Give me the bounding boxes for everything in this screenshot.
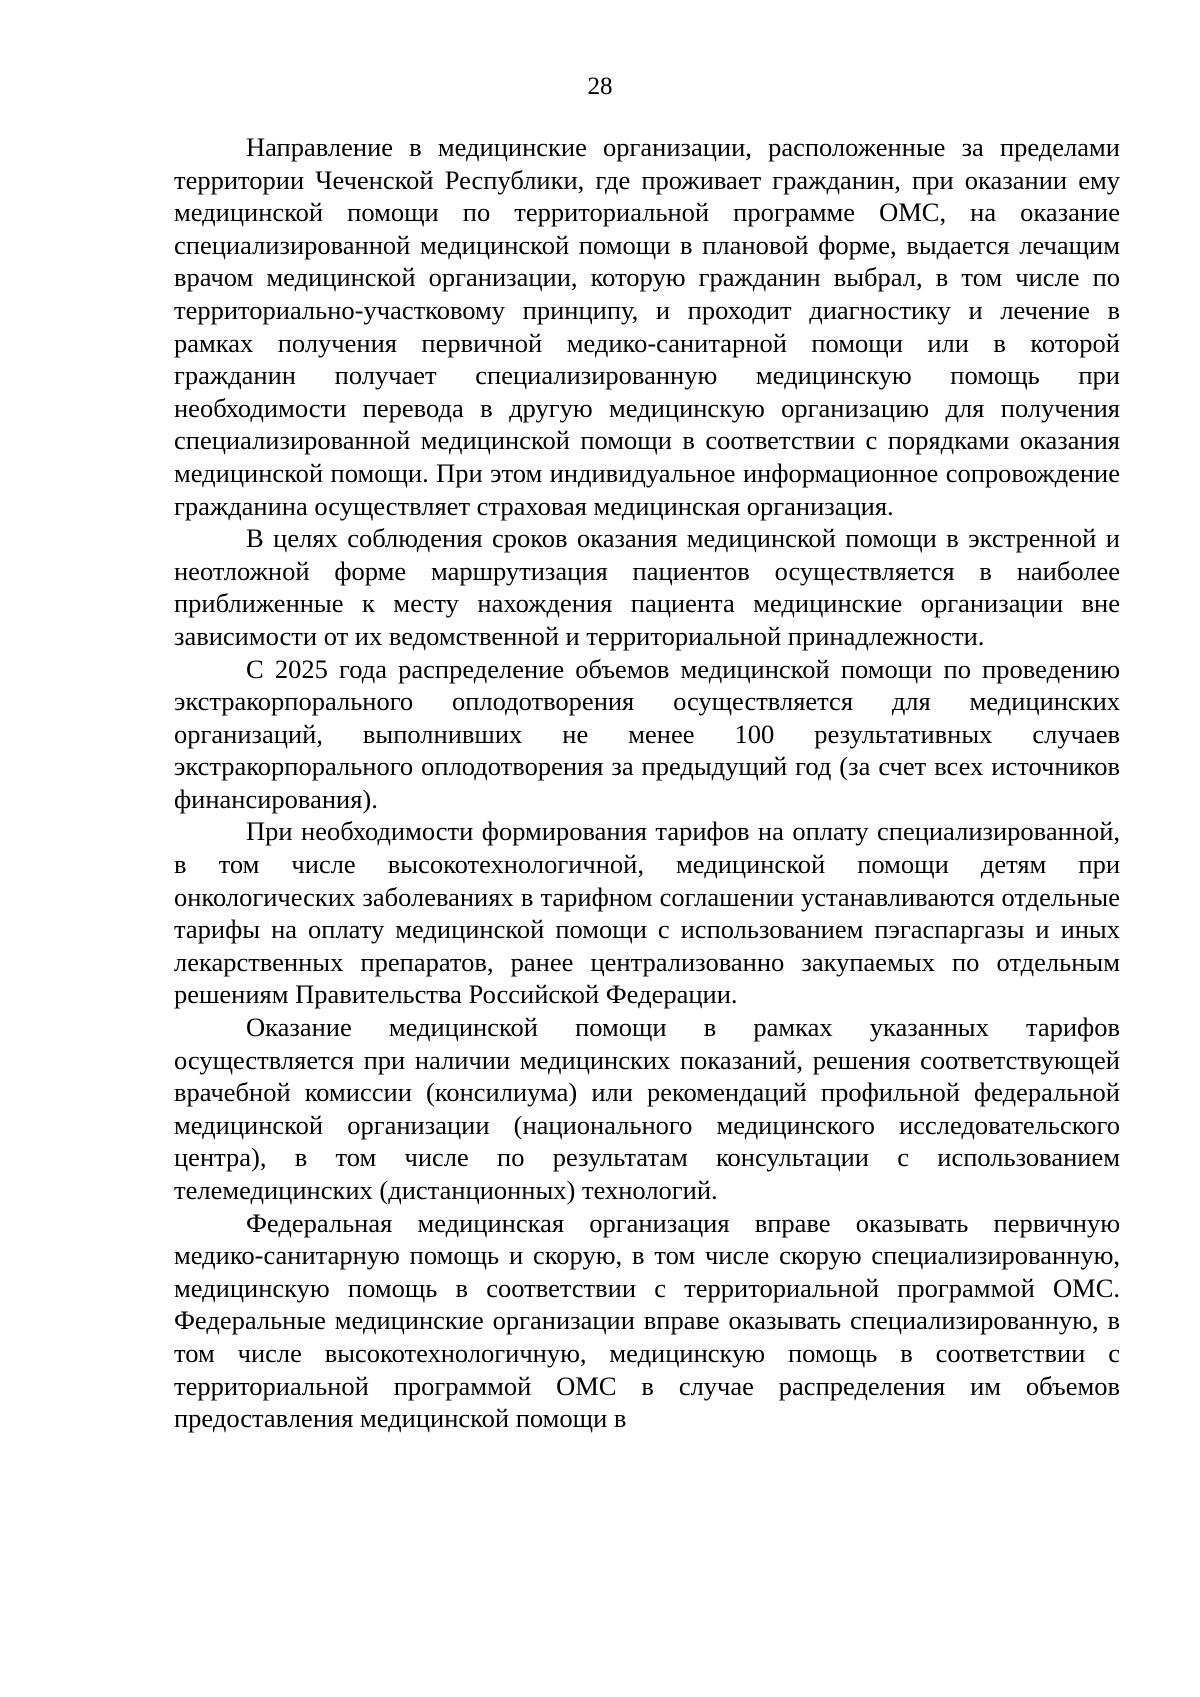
paragraph-emergency-routing: В целях соблюдения сроков оказания медицинской помощи в экстренной и неотложной форме маршрутизация пациентов осуществляется в наиболее приближенные к месту нахождения пациента медицинские организации вне зависимости от их ведомственной и территориальной принадлежности.: [174, 523, 1120, 651]
paragraph-oncology-tariffs: При необходимости формирования тарифов на оплату специализированной, в том числе высокотехнологичной, медицинской помощи детям при онкологических заболеваниях в тарифном соглашении устанавливаются отдельные тарифы на оплату медицинской помощи с использованием пэгаспаргазы и иных лекарственных препаратов, ранее централизованно закупаемых по отдельным решениям Правительства Российской Федерации.: [174, 816, 1120, 1010]
page-number: 28: [587, 73, 613, 100]
paragraph-ivf-volumes: С 2025 года распределение объемов медицинской помощи по проведению экстракорпорального оплодотворения осуществляется для медицинских организаций, выполнивших не менее 100 результативных случаев экстракорпорального оплодотворения за предыдущий год (за счет всех источников финансирования).: [174, 653, 1120, 814]
paragraph-referral: Направление в медицинские организации, расположенные за пределами территории Чеченской Республики, где проживает гражданин, при оказании ему медицинской помощи по территориальной программе ОМС, на оказание специализированной медицинской помощи в плановой форме, выдается лечащим врачом медицинской организации, которую гражданин выбрал, в том числе по территориально-участковому принципу, и проходит диагностику и лечение в рамках получения первичной медико-санитарной помощи или в которой гражданин получает специализированную медицинскую помощь при необходимости перевода в другую медицинскую организацию для получения специализированной медицинской помощи в соответствии с порядками оказания медицинской помощи. При этом индивидуальное информационное сопровождение гражданина осуществляет страховая медицинская организация.: [174, 132, 1120, 521]
paragraph-tariff-conditions: Оказание медицинской помощи в рамках указанных тарифов осуществляется при наличии медицинских показаний, решения соответствующей врачебной комиссии (консилиума) или рекомендаций профильной федеральной медицинской организации (национального медицинского исследовательского центра), в том числе по результатам консультации с использованием телемедицинских (дистанционных) технологий.: [174, 1012, 1120, 1205]
paragraph-federal-organizations: Федеральная медицинская организация вправе оказывать первичную медико-санитарную помощь и скорую, в том числе скорую специализированную, медицинскую помощь в соответствии с территориальной программой ОМС. Федеральные медицинские организации вправе оказывать специализированную, в том числе высокотехнологичную, медицинскую помощь в соответствии с территориальной программой ОМС в случае распределения им объемов предоставления медицинской помощи в: [174, 1207, 1120, 1434]
document-body: [174, 131, 1120, 1435]
